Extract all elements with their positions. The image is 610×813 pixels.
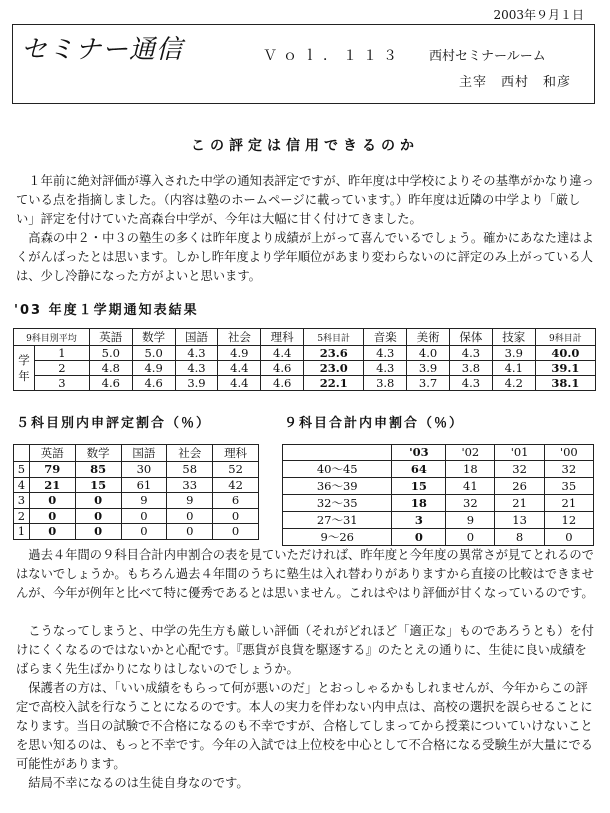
- table-cell: 0: [121, 524, 167, 540]
- table-header-row: [283, 445, 594, 461]
- table-row: [14, 524, 259, 540]
- table-cell: 4.3: [364, 361, 407, 376]
- table-header: '00: [544, 445, 593, 461]
- table-cell: 15: [75, 477, 121, 493]
- table-cell: 4.9: [218, 346, 261, 361]
- table-header: 技家: [492, 329, 535, 346]
- section2-title: ５科目別内申評定割合（％）: [16, 416, 212, 431]
- paragraph-5: 保護者の方は、「いい成績をもらって何が悪いのだ」とおっしゃるかもしれませんが、今年からこの評定で高校入試を行なうことになるのです。本人の実力を伴わない内申点は、高校の選択を誤らせることになります。当日の試験で不合格になるのも不幸ですが、合格してしまってから授業についていけないことを思い知るのは、もっと不幸です。今年の入試では上位校を中心として不合格になる受験生が大量にでる可能性があります。: [16, 681, 593, 771]
- table-cell: 32～35: [283, 494, 392, 511]
- table-header: 社会: [218, 329, 261, 346]
- table-cell: 5: [14, 462, 30, 478]
- table-row: [14, 376, 596, 391]
- table-cell: 27～31: [283, 511, 392, 528]
- table-cell: 15: [392, 477, 446, 494]
- table-header: 美術: [407, 329, 450, 346]
- nine-subject-ratio-table: [282, 444, 594, 546]
- table-cell: 21: [544, 494, 593, 511]
- table-cell: 52: [213, 462, 259, 478]
- table-cell: 0: [213, 524, 259, 540]
- table-cell: 0: [446, 528, 495, 545]
- table-cell: 35: [544, 477, 593, 494]
- table-header: '01: [495, 445, 544, 461]
- section3-title: ９科目合計内申割合（％）: [284, 416, 465, 431]
- five-subject-ratio-table: [13, 444, 259, 540]
- table-cell: 4.2: [492, 376, 535, 391]
- table-cell: 40～45: [283, 460, 392, 477]
- table-row: [14, 462, 259, 478]
- table-cell: 4: [14, 477, 30, 493]
- table-row: [14, 477, 259, 493]
- table-cell: 3: [35, 376, 90, 391]
- table-cell: 2: [14, 508, 30, 524]
- table-header: '03: [392, 445, 446, 461]
- table-cell: 64: [392, 460, 446, 477]
- table-cell: 0: [121, 508, 167, 524]
- table-cell: 9: [121, 493, 167, 509]
- paragraph-3: 過去４年間の９科目合計内申割合の表を見ていただければ、昨年度と今年度の異常さが見てとれるのではないでしょうか。もちろん過去４年間のうちに塾生は入れ替わりがありますから直接の比較はできませんが、今年が例年と比べて特に優秀であるとは思いません。これはやはり評価が甘くなっているのです。: [16, 548, 594, 600]
- table-cell: 0: [75, 508, 121, 524]
- table-cell: 32: [446, 494, 495, 511]
- table-cell: 38.1: [535, 376, 595, 391]
- table-row: [14, 493, 259, 509]
- table-cell: 0: [167, 508, 213, 524]
- table-row: [14, 346, 596, 361]
- table-corner-label: 9科目別平均: [14, 329, 90, 346]
- table-cell: 40.0: [535, 346, 595, 361]
- table-cell: 4.3: [450, 346, 493, 361]
- table-cell: 4.3: [175, 346, 218, 361]
- table-cell: 9～26: [283, 528, 392, 545]
- section1-title: '03 年度１学期通知表結果: [14, 303, 199, 318]
- table-cell: 3: [392, 511, 446, 528]
- table-cell: 4.6: [261, 376, 304, 391]
- table-cell: 23.0: [304, 361, 364, 376]
- table-header: 理科: [261, 329, 304, 346]
- author-name: 主宰 西村 和彦: [459, 75, 572, 90]
- table-header: 国語: [121, 445, 167, 462]
- paragraph-2: 高森の中２・中３の塾生の多くは昨年度より成績が上がって喜んでいるでしょう。確かにあなた達はよくがんばったとは思います。しかし昨年度より学年順位があまり変わらないのに評定のみ上がっている人は、少し冷静になった方がよいと思います。: [16, 231, 594, 283]
- table-cell: 22.1: [304, 376, 364, 391]
- table-cell: 26: [495, 477, 544, 494]
- table-cell: 3.9: [492, 346, 535, 361]
- table-cell: 3.9: [175, 376, 218, 391]
- table-cell: 1: [14, 524, 30, 540]
- table-row: [283, 460, 594, 477]
- table-cell: 4.4: [218, 376, 261, 391]
- table-row: [283, 528, 594, 545]
- table-row: [283, 511, 594, 528]
- newsletter-title: セミナー通信: [21, 35, 184, 65]
- table-header: [283, 445, 392, 461]
- table-cell: 32: [544, 460, 593, 477]
- table-cell: 4.4: [261, 346, 304, 361]
- table-cell: 0: [29, 524, 75, 540]
- table-cell: 5.0: [132, 346, 175, 361]
- table-cell: 1: [35, 346, 90, 361]
- table-header: [14, 445, 30, 462]
- table-cell: 4.3: [450, 376, 493, 391]
- table-cell: 3.8: [450, 361, 493, 376]
- table-header: '02: [446, 445, 495, 461]
- newsletter-header: [12, 24, 595, 104]
- table-cell: 0: [29, 508, 75, 524]
- table-cell: 23.6: [304, 346, 364, 361]
- table-cell: 4.6: [132, 376, 175, 391]
- table-cell: 0: [75, 524, 121, 540]
- table-cell: 18: [446, 460, 495, 477]
- table-cell: 30: [121, 462, 167, 478]
- paragraph-4: こうなってしまうと、中学の先生方も厳しい評価（それがどれほど「適正な」ものであろうとも）を付けにくくなるのではないかと心配です。『悪貨が良貨を駆逐する』のたとえの通りに、生徒に良い成績をばらまく先生ばかりになりはしないのでしょうか。: [16, 624, 594, 676]
- table-cell: 18: [392, 494, 446, 511]
- table-cell: 58: [167, 462, 213, 478]
- table-cell: 4.4: [218, 361, 261, 376]
- table-cell: 0: [213, 508, 259, 524]
- table-cell: 0: [392, 528, 446, 545]
- table-header-row: [14, 445, 259, 462]
- table-cell: 33: [167, 477, 213, 493]
- table-header: 数学: [75, 445, 121, 462]
- table-header: 9科目計: [535, 329, 595, 346]
- table-cell: 9: [446, 511, 495, 528]
- table-cell: 0: [75, 493, 121, 509]
- table-cell: 4.1: [492, 361, 535, 376]
- table-cell: 5.0: [89, 346, 132, 361]
- table-cell: 8: [495, 528, 544, 545]
- table-row: [283, 494, 594, 511]
- issue-date: 2003年９月１日: [493, 8, 584, 22]
- table-cell: 13: [495, 511, 544, 528]
- table-cell: 4.9: [132, 361, 175, 376]
- table-cell: 4.0: [407, 346, 450, 361]
- table-cell: 21: [29, 477, 75, 493]
- table-cell: 32: [495, 460, 544, 477]
- organization-name: 西村セミナールーム: [429, 49, 546, 64]
- table-cell: 3: [14, 493, 30, 509]
- table-header: 社会: [167, 445, 213, 462]
- table-cell: 39.1: [535, 361, 595, 376]
- table-cell: 3.8: [364, 376, 407, 391]
- paragraph-1: １年前に絶対評価が導入された中学の通知表評定ですが、昨年度は中学校によりその基準がかなり違っている点を指摘しました。（内容は塾のホームページに載っています。）昨年度は近隣の中学より「厳しい」評定を付けていた高森台中学が、今年は大幅に甘く付けてきました。: [16, 174, 594, 226]
- table-header: 保体: [450, 329, 493, 346]
- table-cell: 3.7: [407, 376, 450, 391]
- table-row: [283, 477, 594, 494]
- table-header: 数学: [132, 329, 175, 346]
- table-cell: 12: [544, 511, 593, 528]
- grade-group-label: 学年: [14, 346, 35, 391]
- table-cell: 21: [495, 494, 544, 511]
- table-cell: 85: [75, 462, 121, 478]
- table-row: [14, 508, 259, 524]
- table-cell: 4.3: [364, 346, 407, 361]
- table-cell: 2: [35, 361, 90, 376]
- table-cell: 0: [544, 528, 593, 545]
- table-header: 英語: [29, 445, 75, 462]
- table-cell: 3.9: [407, 361, 450, 376]
- table-header: 英語: [89, 329, 132, 346]
- article-title: この評定は信用できるのか: [191, 138, 419, 154]
- table-cell: 79: [29, 462, 75, 478]
- table-cell: 42: [213, 477, 259, 493]
- table-row: [14, 361, 596, 376]
- term-results-table: [13, 328, 596, 391]
- table-cell: 4.6: [89, 376, 132, 391]
- table-cell: 0: [167, 524, 213, 540]
- table-cell: 61: [121, 477, 167, 493]
- table-header-row: [14, 329, 596, 346]
- table-header: 理科: [213, 445, 259, 462]
- table-header: 国語: [175, 329, 218, 346]
- table-cell: 41: [446, 477, 495, 494]
- table-header: 5科目計: [304, 329, 364, 346]
- paragraph-6: 結局不幸になるのは生徒自身なのです。: [28, 776, 249, 790]
- table-cell: 6: [213, 493, 259, 509]
- table-cell: 0: [29, 493, 75, 509]
- table-cell: 4.6: [261, 361, 304, 376]
- table-cell: 9: [167, 493, 213, 509]
- table-cell: 4.8: [89, 361, 132, 376]
- table-header: 音楽: [364, 329, 407, 346]
- table-cell: 36～39: [283, 477, 392, 494]
- table-cell: 4.3: [175, 361, 218, 376]
- volume-number: Ｖｏｌ．１１３: [263, 48, 403, 64]
